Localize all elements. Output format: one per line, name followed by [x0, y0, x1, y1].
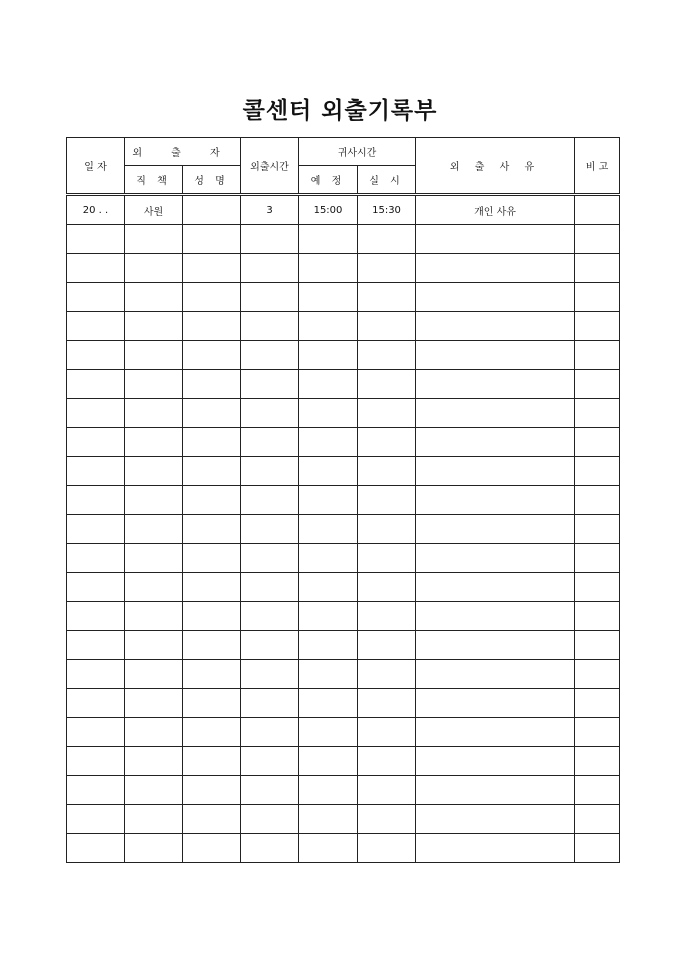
- table-row: [67, 631, 620, 660]
- cell-planned[interactable]: [299, 428, 358, 457]
- cell-position[interactable]: [125, 805, 183, 834]
- cell-name[interactable]: [183, 312, 241, 341]
- cell-reason[interactable]: [416, 602, 575, 631]
- cell-actual[interactable]: [358, 254, 416, 283]
- cell-actual[interactable]: [358, 544, 416, 573]
- cell-reason[interactable]: [416, 689, 575, 718]
- table-row: [67, 515, 620, 544]
- cell-note[interactable]: [575, 370, 620, 399]
- cell-position[interactable]: [125, 689, 183, 718]
- cell-date[interactable]: [67, 254, 125, 283]
- cell-name[interactable]: [183, 631, 241, 660]
- cell-actual[interactable]: [358, 602, 416, 631]
- cell-date[interactable]: [67, 631, 125, 660]
- cell-planned[interactable]: [299, 805, 358, 834]
- cell-actual[interactable]: [358, 457, 416, 486]
- cell-date[interactable]: [67, 428, 125, 457]
- cell-reason[interactable]: [416, 660, 575, 689]
- cell-name[interactable]: [183, 515, 241, 544]
- cell-reason[interactable]: [416, 283, 575, 312]
- table-row: [67, 660, 620, 689]
- table-row: [67, 573, 620, 602]
- table-row: [67, 341, 620, 370]
- cell-planned[interactable]: [299, 283, 358, 312]
- cell-position[interactable]: [125, 341, 183, 370]
- cell-planned[interactable]: [299, 602, 358, 631]
- table-header: [67, 138, 620, 195]
- cell-name[interactable]: [183, 660, 241, 689]
- cell-date[interactable]: [67, 747, 125, 776]
- table-row: [67, 312, 620, 341]
- cell-note[interactable]: [575, 689, 620, 718]
- cell-reason[interactable]: [416, 544, 575, 573]
- header-actual: 실 시: [358, 166, 416, 195]
- page-title: 콜센터 외출기록부: [242, 98, 438, 124]
- cell-name[interactable]: [183, 776, 241, 805]
- cell-actual[interactable]: [358, 689, 416, 718]
- cell-name[interactable]: [183, 370, 241, 399]
- outing-log-table: [66, 137, 620, 863]
- cell-position[interactable]: [125, 660, 183, 689]
- cell-duration[interactable]: [241, 544, 299, 573]
- cell-actual[interactable]: [358, 776, 416, 805]
- cell-duration[interactable]: [241, 805, 299, 834]
- cell-actual[interactable]: [358, 834, 416, 863]
- cell-date[interactable]: [67, 370, 125, 399]
- cell-planned[interactable]: [299, 660, 358, 689]
- cell-date[interactable]: [67, 515, 125, 544]
- table-row: [67, 747, 620, 776]
- cell-name[interactable]: [183, 283, 241, 312]
- cell-position[interactable]: [125, 428, 183, 457]
- cell-planned[interactable]: [299, 254, 358, 283]
- cell-date[interactable]: [67, 457, 125, 486]
- cell-duration[interactable]: [241, 225, 299, 254]
- cell-position[interactable]: [125, 544, 183, 573]
- cell-planned[interactable]: 15:00: [299, 195, 358, 225]
- table-row: [67, 805, 620, 834]
- cell-name[interactable]: [183, 718, 241, 747]
- cell-actual[interactable]: 15:30: [358, 195, 416, 225]
- cell-position[interactable]: [125, 486, 183, 515]
- cell-actual[interactable]: [358, 515, 416, 544]
- cell-planned[interactable]: [299, 573, 358, 602]
- cell-position[interactable]: [125, 312, 183, 341]
- cell-planned[interactable]: [299, 689, 358, 718]
- cell-actual[interactable]: [358, 805, 416, 834]
- cell-actual[interactable]: [358, 631, 416, 660]
- cell-actual[interactable]: [358, 341, 416, 370]
- table-row: [67, 718, 620, 747]
- table-row: [67, 689, 620, 718]
- cell-duration[interactable]: [241, 283, 299, 312]
- cell-planned[interactable]: [299, 718, 358, 747]
- cell-note[interactable]: [575, 312, 620, 341]
- cell-name[interactable]: [183, 428, 241, 457]
- cell-reason[interactable]: [416, 631, 575, 660]
- cell-name[interactable]: [183, 805, 241, 834]
- cell-note[interactable]: [575, 225, 620, 254]
- table-row: [67, 428, 620, 457]
- cell-date[interactable]: [67, 283, 125, 312]
- cell-position[interactable]: [125, 573, 183, 602]
- cell-duration[interactable]: [241, 486, 299, 515]
- cell-position[interactable]: [125, 747, 183, 776]
- cell-position[interactable]: [125, 515, 183, 544]
- cell-date[interactable]: [67, 312, 125, 341]
- header-note: 비 고: [575, 138, 620, 195]
- cell-name[interactable]: [183, 689, 241, 718]
- table-body: [67, 195, 620, 863]
- cell-date[interactable]: [67, 225, 125, 254]
- cell-note[interactable]: [575, 399, 620, 428]
- cell-date[interactable]: 20 . .: [67, 195, 125, 225]
- cell-position[interactable]: 사원: [125, 195, 183, 225]
- cell-position[interactable]: [125, 834, 183, 863]
- cell-note[interactable]: [575, 254, 620, 283]
- cell-name[interactable]: [183, 195, 241, 225]
- cell-planned[interactable]: [299, 370, 358, 399]
- cell-reason[interactable]: [416, 312, 575, 341]
- table-row: [67, 486, 620, 515]
- cell-date[interactable]: [67, 805, 125, 834]
- cell-note[interactable]: [575, 283, 620, 312]
- cell-name[interactable]: [183, 399, 241, 428]
- table-row: [67, 776, 620, 805]
- table-row: [67, 283, 620, 312]
- cell-planned[interactable]: [299, 776, 358, 805]
- cell-actual[interactable]: [358, 660, 416, 689]
- cell-reason[interactable]: [416, 515, 575, 544]
- cell-note[interactable]: [575, 660, 620, 689]
- table-row: [67, 370, 620, 399]
- cell-note[interactable]: [575, 195, 620, 225]
- cell-duration[interactable]: [241, 341, 299, 370]
- cell-name[interactable]: [183, 486, 241, 515]
- cell-name[interactable]: [183, 341, 241, 370]
- cell-duration[interactable]: [241, 834, 299, 863]
- cell-actual[interactable]: [358, 428, 416, 457]
- cell-reason[interactable]: [416, 834, 575, 863]
- header-position: 직 책: [125, 166, 183, 195]
- cell-date[interactable]: [67, 834, 125, 863]
- cell-duration[interactable]: [241, 428, 299, 457]
- cell-position[interactable]: [125, 602, 183, 631]
- cell-planned[interactable]: [299, 341, 358, 370]
- cell-duration[interactable]: [241, 515, 299, 544]
- cell-position[interactable]: [125, 370, 183, 399]
- cell-name[interactable]: [183, 225, 241, 254]
- cell-name[interactable]: [183, 834, 241, 863]
- cell-note[interactable]: [575, 631, 620, 660]
- cell-duration[interactable]: [241, 602, 299, 631]
- cell-duration[interactable]: [241, 631, 299, 660]
- cell-duration[interactable]: [241, 370, 299, 399]
- cell-name[interactable]: [183, 544, 241, 573]
- cell-note[interactable]: [575, 428, 620, 457]
- table-row: [67, 254, 620, 283]
- cell-duration[interactable]: 3: [241, 195, 299, 225]
- cell-position[interactable]: [125, 225, 183, 254]
- header-duration: 외출시간: [241, 138, 299, 195]
- cell-reason[interactable]: [416, 254, 575, 283]
- cell-reason[interactable]: [416, 428, 575, 457]
- cell-duration[interactable]: [241, 254, 299, 283]
- cell-reason[interactable]: [416, 747, 575, 776]
- cell-planned[interactable]: [299, 399, 358, 428]
- cell-duration[interactable]: [241, 718, 299, 747]
- cell-planned[interactable]: [299, 312, 358, 341]
- cell-reason[interactable]: [416, 370, 575, 399]
- cell-date[interactable]: [67, 341, 125, 370]
- cell-note[interactable]: [575, 602, 620, 631]
- cell-planned[interactable]: [299, 631, 358, 660]
- cell-note[interactable]: [575, 747, 620, 776]
- cell-planned[interactable]: [299, 457, 358, 486]
- cell-actual[interactable]: [358, 573, 416, 602]
- cell-reason[interactable]: [416, 573, 575, 602]
- cell-duration[interactable]: [241, 399, 299, 428]
- cell-note[interactable]: [575, 573, 620, 602]
- header-date: 일 자: [67, 138, 125, 195]
- table-row: [67, 399, 620, 428]
- cell-duration[interactable]: [241, 312, 299, 341]
- cell-reason[interactable]: [416, 805, 575, 834]
- cell-duration[interactable]: [241, 457, 299, 486]
- cell-note[interactable]: [575, 776, 620, 805]
- cell-duration[interactable]: [241, 660, 299, 689]
- header-return-group: 귀사시간: [299, 138, 416, 166]
- cell-reason[interactable]: [416, 457, 575, 486]
- cell-position[interactable]: [125, 776, 183, 805]
- cell-position[interactable]: [125, 399, 183, 428]
- cell-date[interactable]: [67, 399, 125, 428]
- cell-note[interactable]: [575, 834, 620, 863]
- cell-reason[interactable]: [416, 225, 575, 254]
- cell-position[interactable]: [125, 718, 183, 747]
- cell-actual[interactable]: [358, 312, 416, 341]
- cell-planned[interactable]: [299, 834, 358, 863]
- header-reason: 외 출 사 유: [416, 138, 575, 195]
- cell-note[interactable]: [575, 486, 620, 515]
- cell-actual[interactable]: [358, 747, 416, 776]
- cell-actual[interactable]: [358, 399, 416, 428]
- cell-date[interactable]: [67, 602, 125, 631]
- cell-name[interactable]: [183, 573, 241, 602]
- cell-reason[interactable]: [416, 399, 575, 428]
- cell-note[interactable]: [575, 544, 620, 573]
- cell-name[interactable]: [183, 254, 241, 283]
- cell-planned[interactable]: [299, 544, 358, 573]
- cell-note[interactable]: [575, 805, 620, 834]
- cell-name[interactable]: [183, 747, 241, 776]
- cell-note[interactable]: [575, 718, 620, 747]
- cell-planned[interactable]: [299, 486, 358, 515]
- cell-date[interactable]: [67, 689, 125, 718]
- cell-date[interactable]: [67, 486, 125, 515]
- table-row: [67, 544, 620, 573]
- cell-actual[interactable]: [358, 370, 416, 399]
- cell-planned[interactable]: [299, 225, 358, 254]
- cell-actual[interactable]: [358, 225, 416, 254]
- cell-actual[interactable]: [358, 283, 416, 312]
- cell-reason[interactable]: [416, 341, 575, 370]
- cell-note[interactable]: [575, 341, 620, 370]
- table-row: [67, 195, 620, 225]
- header-planned: 예 정: [299, 166, 358, 195]
- cell-position[interactable]: [125, 283, 183, 312]
- cell-date[interactable]: [67, 718, 125, 747]
- cell-name[interactable]: [183, 602, 241, 631]
- cell-planned[interactable]: [299, 747, 358, 776]
- cell-date[interactable]: [67, 544, 125, 573]
- table-row: [67, 457, 620, 486]
- cell-reason[interactable]: [416, 718, 575, 747]
- cell-duration[interactable]: [241, 747, 299, 776]
- cell-position[interactable]: [125, 457, 183, 486]
- cell-position[interactable]: [125, 254, 183, 283]
- cell-reason[interactable]: [416, 486, 575, 515]
- cell-reason[interactable]: [416, 776, 575, 805]
- cell-note[interactable]: [575, 515, 620, 544]
- table-row: [67, 225, 620, 254]
- cell-duration[interactable]: [241, 689, 299, 718]
- cell-date[interactable]: [67, 776, 125, 805]
- cell-note[interactable]: [575, 457, 620, 486]
- table-row: [67, 602, 620, 631]
- header-name: 성 명: [183, 166, 241, 195]
- cell-actual[interactable]: [358, 718, 416, 747]
- header-person-group: 외 출 자: [125, 138, 241, 166]
- cell-planned[interactable]: [299, 515, 358, 544]
- cell-name[interactable]: [183, 457, 241, 486]
- cell-date[interactable]: [67, 660, 125, 689]
- cell-duration[interactable]: [241, 776, 299, 805]
- cell-duration[interactable]: [241, 573, 299, 602]
- cell-date[interactable]: [67, 573, 125, 602]
- cell-actual[interactable]: [358, 486, 416, 515]
- cell-position[interactable]: [125, 631, 183, 660]
- cell-reason[interactable]: 개인 사유: [416, 195, 575, 225]
- table-row: [67, 834, 620, 863]
